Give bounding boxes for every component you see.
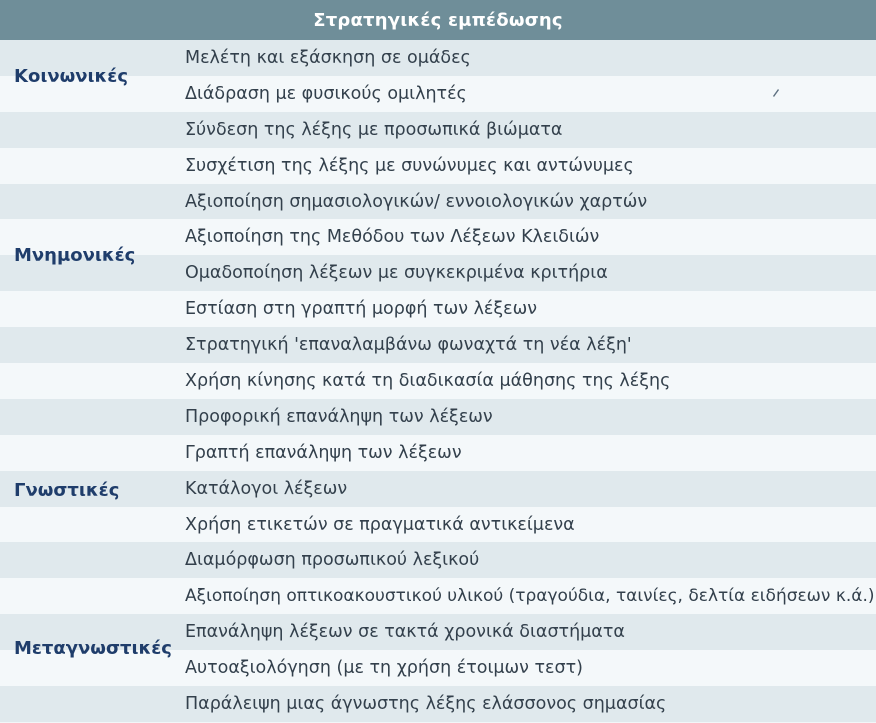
category-label: Μνημονικές: [14, 245, 136, 266]
row-text: Διαμόρφωση προσωπικού λεξικού: [185, 550, 480, 571]
row-text: Μελέτη και εξάσκηση σε ομάδες: [185, 47, 471, 68]
row-text: Αυτοαξιολόγηση (με τη χρήση έτοιμων τεστ): [185, 658, 583, 679]
table-row: [0, 578, 876, 614]
row-text: Χρήση ετικετών σε πραγματικά αντικείμενα: [185, 514, 575, 535]
row-text: Χρήση κίνησης κατά τη διαδικασία μάθησης της λέξης: [185, 370, 671, 391]
category-label: Μεταγνωστικές: [14, 637, 172, 659]
row-text: Εστίαση στη γραπτή μορφή των λέξεων: [185, 299, 538, 320]
row-text: Στρατηγική 'επαναλαμβάνω φωναχτά τη νέα λέξη': [185, 335, 632, 356]
category-label: Γνωστικές: [14, 480, 120, 501]
row-text: Αξιοποίηση σημασιολογικών/ εννοιολογικών χαρτών: [185, 191, 648, 212]
table-row: [0, 686, 876, 722]
table-header: [0, 0, 876, 40]
row-text: Ομαδοποίηση λέξεων με συγκεκριμένα κριτήρια: [185, 263, 608, 284]
row-text: Προφορική επανάληψη των λέξεων: [185, 406, 493, 427]
row-text: Επανάληψη λέξεων σε τακτά χρονικά διαστήματα: [185, 622, 625, 643]
category-cognitive: [0, 399, 178, 582]
row-text: Αξιοποίηση της Μεθόδου των Λέξεων Κλειδιών: [185, 227, 600, 248]
row-text: Αξιοποίηση οπτικοακουστικού υλικού (τραγούδια, ταινίες, δελτία ειδήσεων κ.ά.): [185, 586, 875, 607]
row-text: Κατάλογοι λέξεων: [185, 478, 348, 499]
row-text: Σύνδεση της λέξης με προσωπικά βιώματα: [185, 119, 563, 140]
row-text: Παράλειψη μιας άγνωστης λέξης ελάσσονος σημασίας: [185, 693, 667, 714]
row-text: Συσχέτιση της λέξης με συνώνυμες και αντώνυμες: [185, 155, 634, 176]
table-header-title: Στρατηγικές εμπέδωσης: [313, 9, 563, 31]
category-metacognitive: [0, 612, 178, 684]
row-text: Διάδραση με φυσικούς ομιλητές: [185, 83, 467, 104]
category-mnemonic: [0, 112, 178, 399]
pencil-mark-icon: [772, 88, 780, 98]
row-text: Γραπτή επανάληψη των λέξεων: [185, 442, 462, 463]
category-social: [0, 40, 178, 112]
category-label: Κοινωνικές: [14, 65, 128, 87]
